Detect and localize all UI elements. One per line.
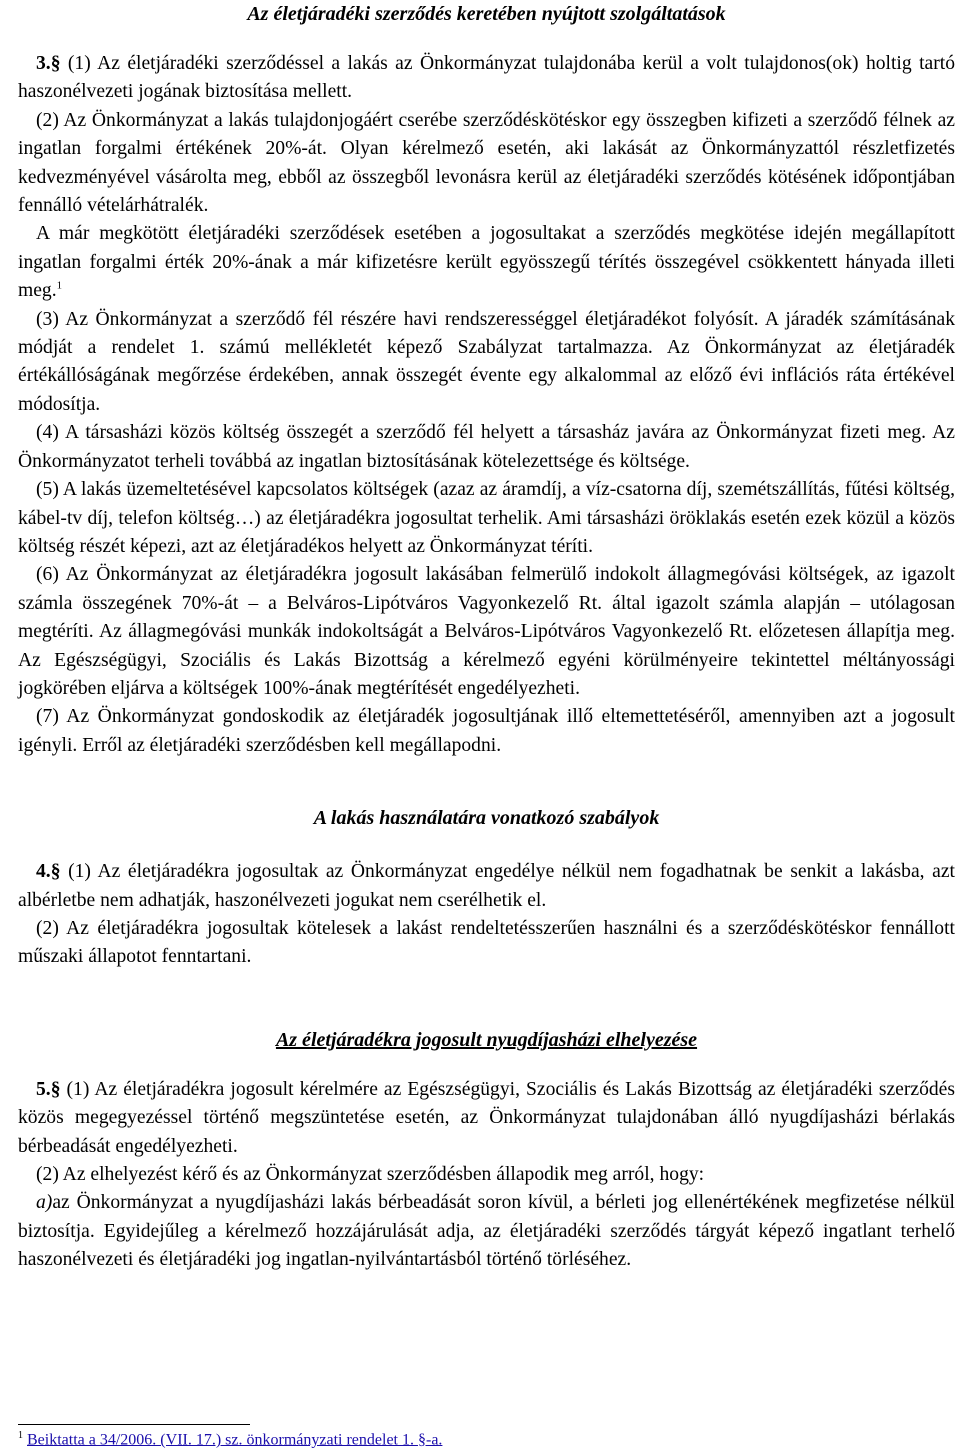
section-number: 3.§ [36, 53, 61, 74]
section-3-par-7: (7) Az Önkormányzat gondoskodik az életjáradék jogosultjának illő eltemettetéséről, amennyiben azt a jogosult igényli. Erről az életjáradéki szerződésben kell megállapodni. [18, 706, 955, 756]
paragraph-text: (2) Az Önkormányzat a lakás tulajdonjogáért cserébe szerződéskötéskor egy összegben kifizeti a szerződő félnek az ingatlan forgalmi értékének 20%-át. [18, 109, 955, 160]
footnote-link[interactable]: Beiktatta a 34/2006. (VII. 17.) sz. önkormányzati rendelet 1. §-a. [27, 1431, 443, 1449]
footnote [18, 1425, 442, 1451]
paragraph-text: (1) Az életjáradéki szerződéssel a lakás az Önkormányzat tulajdonába kerül a volt tulajdonos(ok) holtig tartó haszonélvezeti jogának biztosítása mellett. [18, 53, 955, 103]
list-marker: a) [36, 1192, 53, 1214]
section-5-par-2: (2) Az elhelyezést kérő és az Önkormányzat szerződésben állapodik meg arról, hogy: [36, 1164, 705, 1185]
section-4-par-1 [18, 858, 955, 915]
paragraph-text: az Önkormányzat a nyugdíjasházi lakás bérbeadását soron kívül, a bérleti jog ellenértékének megfizetése nélkül biztosítja. Egyidejűleg a kérelmező hozzájárulását adja, az életjáradéki szerződés tárgyát képező ingatlant terhelő haszonélvezeti és életjáradéki jog ingatlan-nyilvántartásból történő törléséhez. [18, 1192, 955, 1271]
footnote-number: 1 [18, 1430, 23, 1441]
section-3-par-2-continued [18, 220, 955, 305]
section-3-par-1 [18, 50, 955, 107]
paragraph-text: (1) Az életjáradékra jogosult kérelmére az Egészségügyi, Szociális és Lakás Bizottság az életjáradéki szerződés közös megegyezéssel történő megszüntetése esetén, az Önkormányzat tulajdonában álló nyugdíjasházi bérlakás bérbeadását engedélyezheti. [18, 1078, 955, 1157]
section-number: 5.§ [36, 1078, 61, 1100]
paragraph-text: Olyan kérelmező esetén, aki lakását az Önkormányzattól részletfizetés kedvezményével vásárolta meg, ebből az összegből levonásra kerül az életjáradéki szerződés kötésének időpontjában fennálló vételárhátralék. [18, 138, 955, 217]
section-5-par-1 [18, 1076, 955, 1161]
section-heading-retirement-home: Az életjáradékra jogosult nyugdíjasházi elhelyezése [275, 1028, 698, 1051]
footnote-reference[interactable]: 1 [56, 279, 63, 292]
section-heading-services: Az életjáradéki szerződés keretében nyújtott szolgáltatások [247, 3, 726, 25]
section-3 [18, 50, 955, 760]
section-number: 4.§ [36, 861, 61, 883]
section-3-par-2 [18, 107, 955, 221]
section-4 [18, 858, 955, 972]
section-heading-flat-use: A lakás használatára vonatkozó szabályok [313, 807, 660, 830]
section-3-par-5: (5) A lakás üzemeltetésével kapcsolatos költségek (azaz az áramdíj, a víz-csatorna díj, szemétszállítás, fűtési költség, kábel-tv díj, telefon költség…) az életjáradékra jogosultat terhelik. Ami társasházi öröklakás esetén ezek közül a közös költség részét képezi, azt az életjáradékos helyett az Önkormányzat téríti. [18, 479, 955, 557]
section-3-par-3: (3) Az Önkormányzat a szerződő fél részére havi rendszerességgel életjáradékot folyósít. A járadék számításának módját a rendelet 1. számú mellékletét képező Szabályzat tartalmazza. Az Önkormányzat az életjáradék értékállóságának megőrzése érdekében, annak összegét évente egy alkalommal az előző évi inflációs ráta értékével módosítja. [18, 308, 955, 415]
section-5 [18, 1076, 955, 1275]
section-5-point-a [18, 1189, 955, 1274]
paragraph-text: A már megkötött életjáradéki szerződések esetében a jogosultakat a szerződés megkötése idején megállapított ingatlan forgalmi érték 20%-ának a már kifizetésre került egyösszegű térítés összegével csökkentett hányada illeti meg. [18, 223, 955, 302]
section-3-par-4: (4) A társasházi közös költség összegét a szerződő fél helyett a társasház javára az Önkormányzat fizeti meg. Az Önkormányzatot terheli továbbá az ingatlan biztosításának kötelezettsége és költsége. [18, 422, 955, 472]
section-3-par-6: (6) Az Önkormányzat az életjáradékra jogosult lakásában felmerülő indokolt állagmegóvási költségek, az igazolt számla összegének 70%-át – a Belváros-Lipótváros Vagyonkezelő Rt. által igazolt számla alapján – utólagosan megtéríti. Az állagmegóvási munkák indokoltságát a Belváros-Lipótváros Vagyonkezelő Rt. előzetesen állapítja meg. Az Egészségügyi, Szociális és Lakás Bizottság a kérelmező egyéni körülményeire tekintettel méltányossági jogkörében eljárva a költségek 100%-ának megtérítését engedélyezheti. [18, 564, 955, 699]
section-4-par-2: (2) Az életjáradékra jogosultak kötelesek a lakást rendeltetésszerűen használni és a szerződéskötéskor fennállott műszaki állapotot fenntartani. [18, 917, 955, 968]
paragraph-text: (1) Az életjáradékra jogosultak az Önkormányzat engedélye nélkül nem fogadhatnak be senkit a lakásba, azt albérletbe nem adhatják, haszonélvezeti jogukat nem cserélhetik el. [18, 861, 955, 911]
document-page [18, 0, 955, 1275]
